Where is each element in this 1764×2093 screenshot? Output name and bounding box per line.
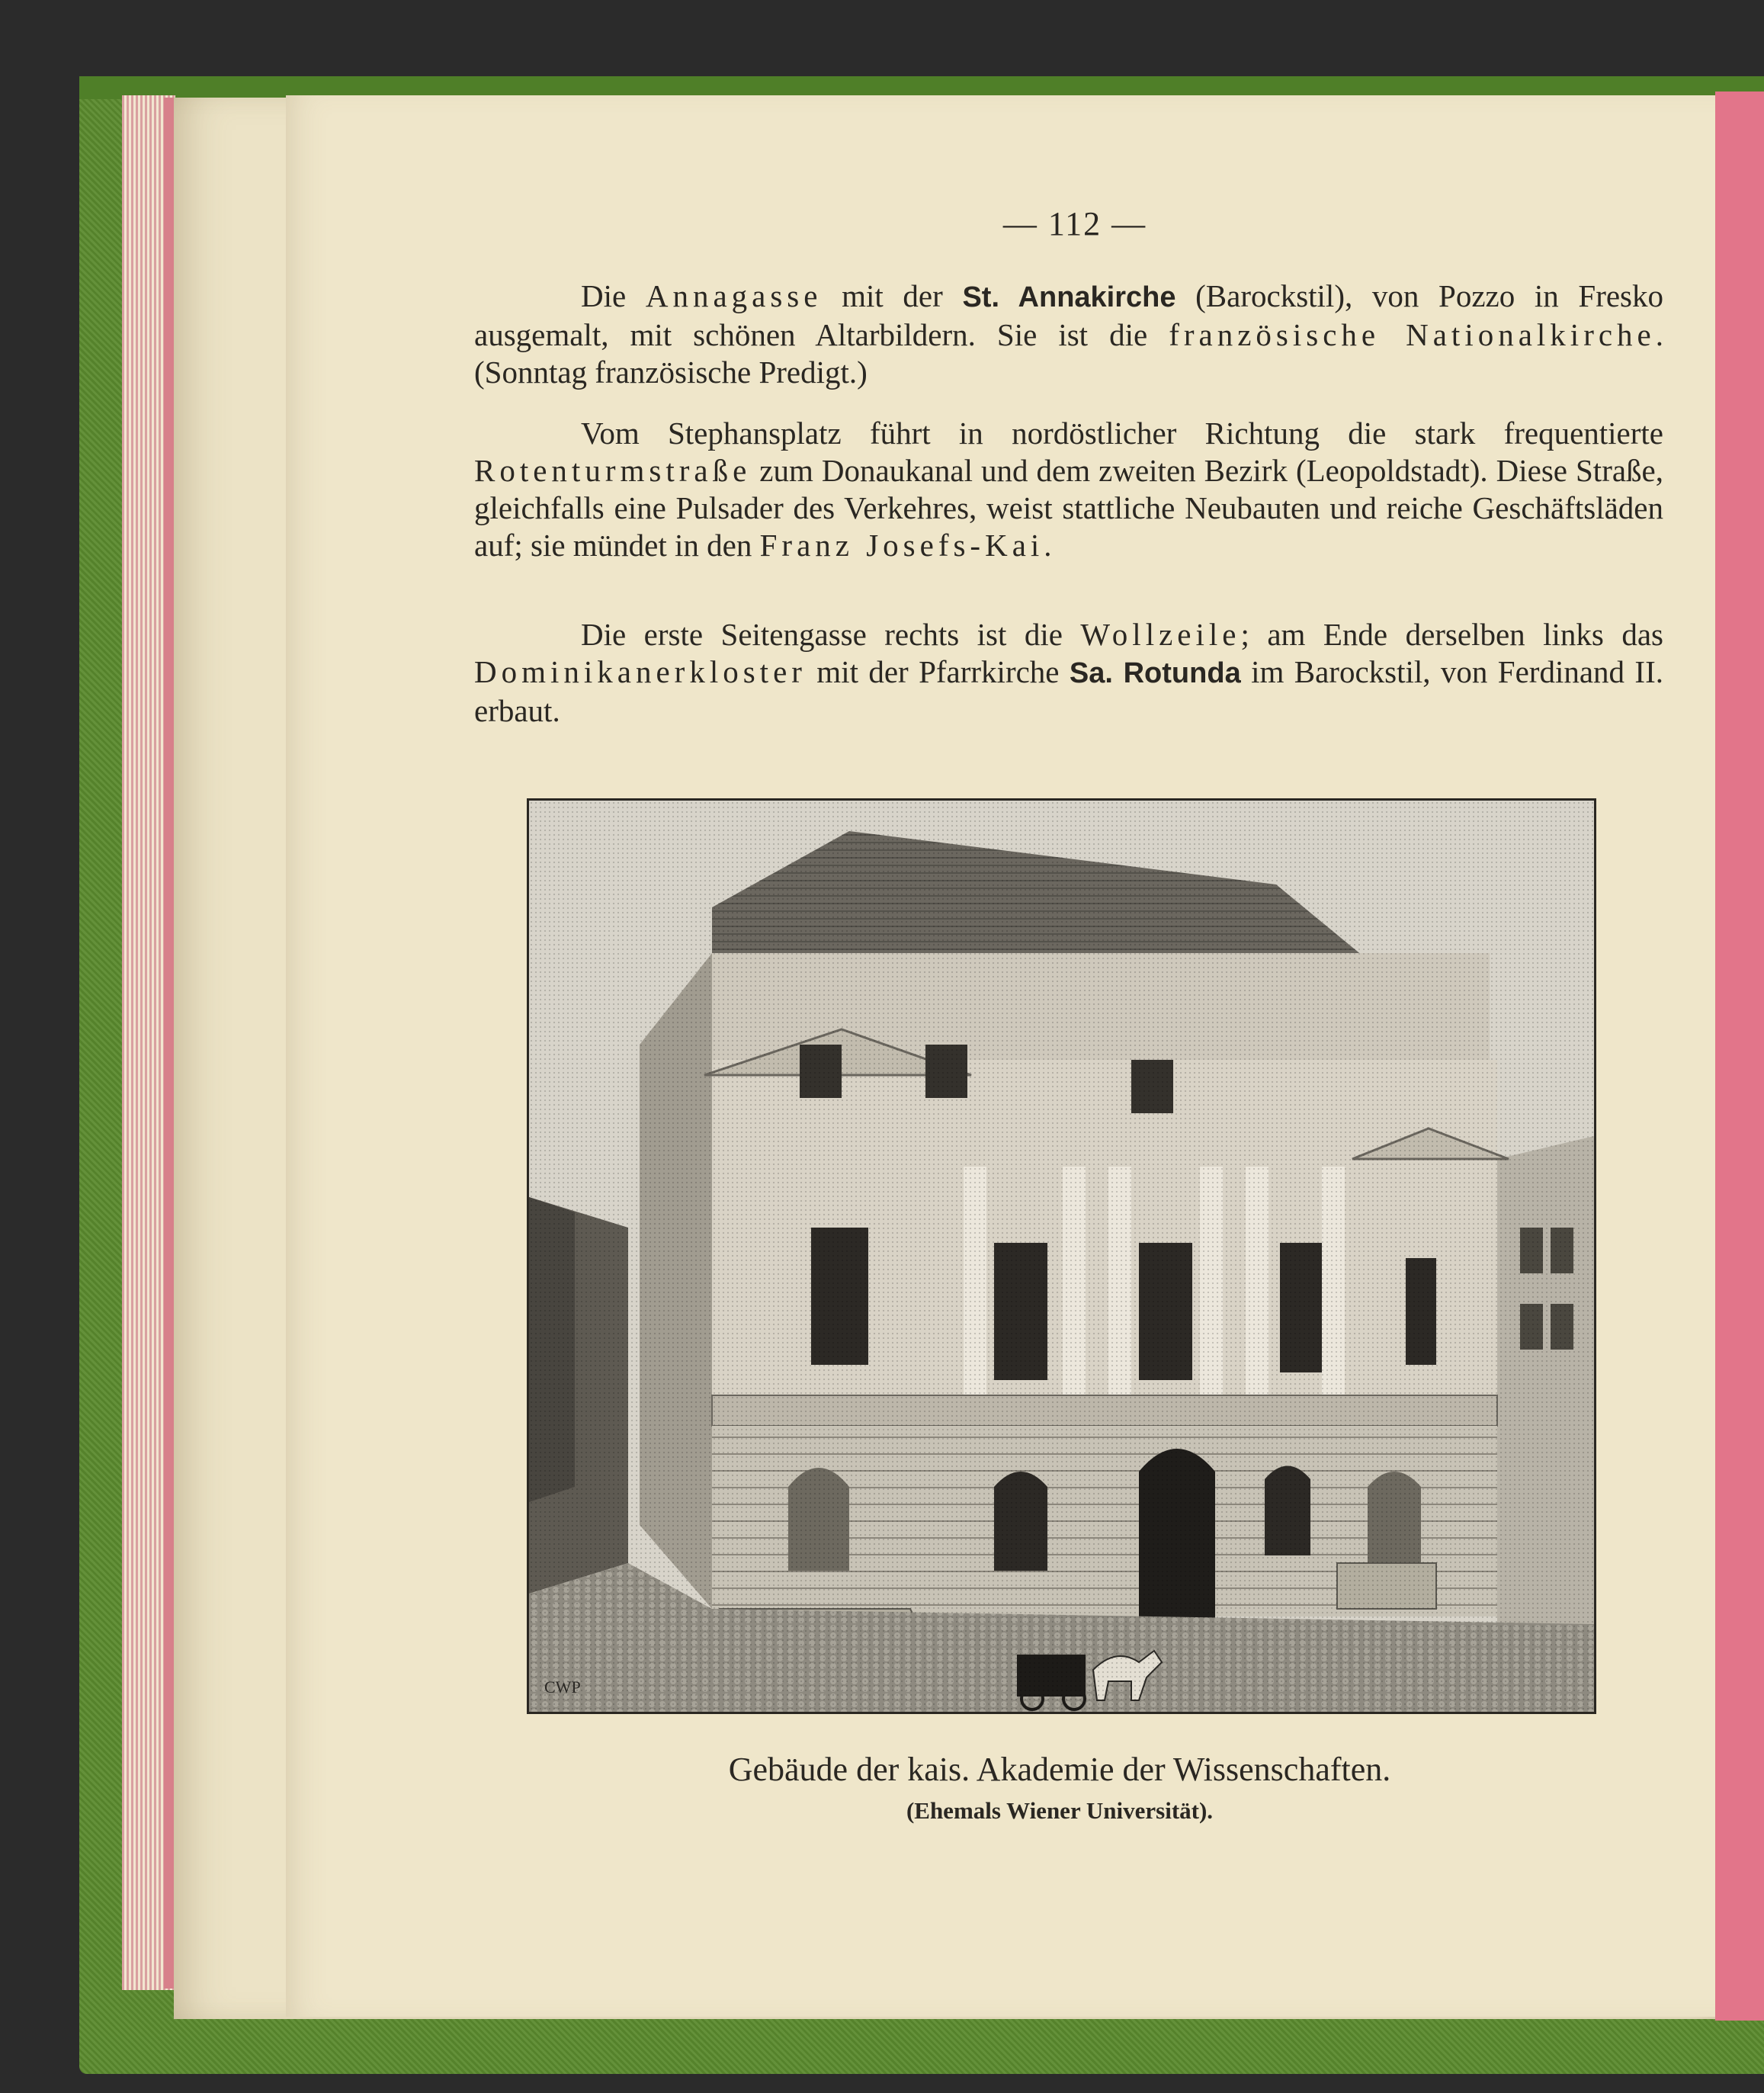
- spaced-term: Franz Josefs-Kai: [759, 528, 1044, 563]
- text-run: im Barockstil, von Ferdinand II. erbaut.: [474, 654, 1663, 728]
- text-run: Die erste Seitengasse rechts ist die: [581, 617, 1081, 652]
- text-run: Die: [581, 278, 646, 313]
- text-run: (Barockstil), von Pozzo in Fresko ausgemalt, mit schönen Altarbildern. Sie ist die: [474, 278, 1663, 352]
- text-run: .: [1044, 528, 1052, 563]
- paragraph-rotenturmstrasse: [474, 415, 1663, 564]
- bold-term: St. Annakirche: [962, 281, 1176, 313]
- text-run: zum Donaukanal und dem zweiten Bezirk (Leopoldstadt). Diese Straße, gleichfalls eine Pulsader des Verkehres, weist stattliche Neubauten und reiche Geschäftsläden auf; sie mündet in den: [474, 453, 1663, 563]
- spaced-term: Wollzeile: [1080, 617, 1241, 652]
- academy-building-photo: [527, 798, 1596, 1714]
- spaced-term: französische Nationalkirche: [1169, 317, 1656, 352]
- figure-subcaption: (Ehemals Wiener Universität).: [906, 1797, 1214, 1824]
- spaced-term: Rotenturmstraße: [474, 453, 752, 488]
- page-number: — 112 —: [1002, 205, 1147, 242]
- text-run: Vom Stephansplatz führt in nordöstlicher Richtung die stark frequentierte: [581, 416, 1663, 451]
- illustrator-signature: CWP: [544, 1677, 581, 1697]
- text-run: ; am Ende derselben links das: [1240, 617, 1663, 652]
- figure-caption: Gebäude der kais. Akademie der Wissenschaften.: [728, 1751, 1391, 1788]
- bold-term: Sa. Rotunda: [1069, 657, 1241, 689]
- paragraph-wollzeile: [474, 616, 1663, 730]
- text-run: . (Sonntag französische Predigt.): [474, 317, 1663, 390]
- pink-page-edge: [1715, 91, 1764, 2021]
- spaced-term: Annagasse: [645, 278, 823, 313]
- text-run: mit der: [822, 278, 963, 313]
- text-run: mit der Pfarrkirche: [806, 654, 1070, 689]
- building-illustration: [529, 801, 1594, 1712]
- paragraph-annagasse: [474, 278, 1663, 391]
- spaced-term: Dominikanerkloster: [474, 654, 807, 689]
